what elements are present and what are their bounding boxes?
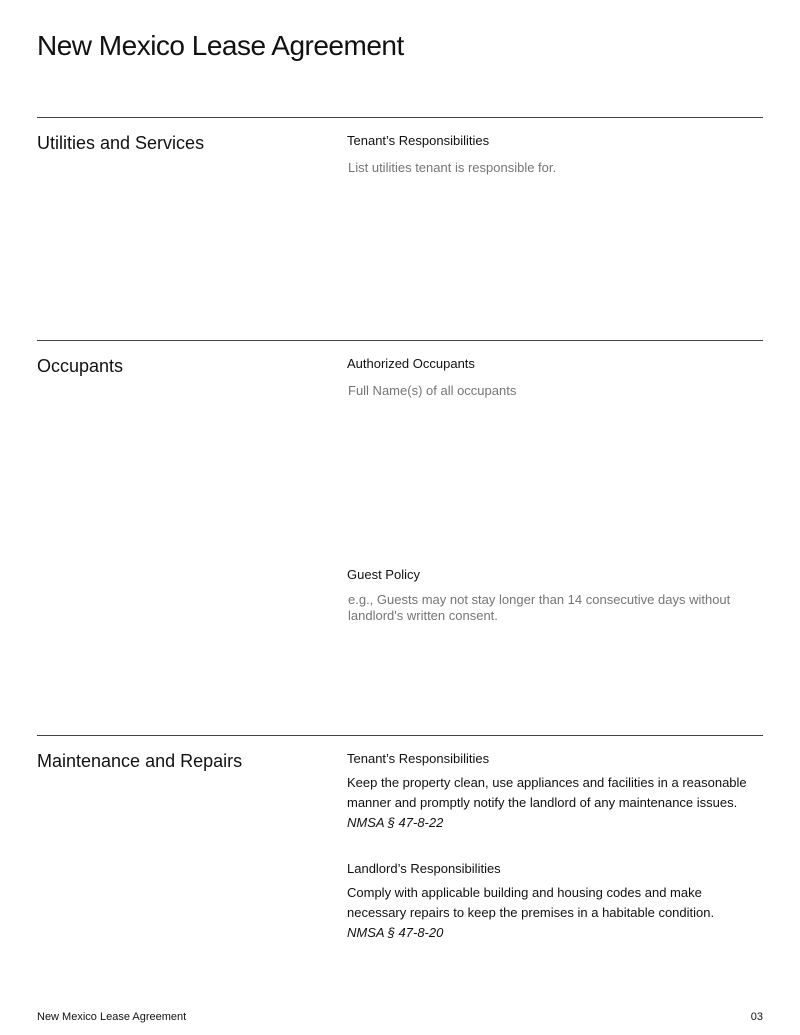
tenant-maintenance-citation: NMSA § 47-8-22 (347, 815, 444, 830)
tenant-maintenance-text (347, 773, 767, 833)
guest-policy-label: Guest Policy (347, 567, 420, 582)
section-heading-utilities: Utilities and Services (37, 133, 205, 153)
footer-title: New Mexico Lease Agreement (37, 1011, 187, 1023)
tenant-maintenance-label: Tenant’s Responsibilities (347, 751, 490, 766)
page-title: New Mexico Lease Agreement (37, 30, 404, 61)
divider (37, 735, 763, 736)
divider (37, 117, 763, 118)
tenant-utilities-label: Tenant’s Responsibilities (347, 133, 490, 148)
divider (37, 340, 763, 341)
landlord-maintenance-citation: NMSA § 47-8-20 (347, 925, 444, 940)
authorized-occupants-label: Authorized Occupants (347, 356, 475, 371)
landlord-maintenance-label: Landlord’s Responsibilities (347, 861, 501, 876)
authorized-occupants-field[interactable] (343, 381, 763, 555)
section-heading-occupants: Occupants (37, 356, 124, 376)
landlord-maintenance-body: Comply with applicable building and housing codes and make necessary repairs to keep the premises in a habitable condition. (347, 885, 715, 920)
landlord-maintenance-text (347, 883, 747, 943)
page-number: 03 (750, 1011, 763, 1023)
section-heading-maintenance: Maintenance and Repairs (37, 751, 243, 771)
tenant-utilities-field[interactable] (343, 158, 763, 322)
tenant-maintenance-body: Keep the property clean, use appliances and facilities in a reasonable manner and promptly notify the landlord of any maintenance issues. (347, 775, 747, 810)
guest-policy-field[interactable] (343, 590, 753, 714)
